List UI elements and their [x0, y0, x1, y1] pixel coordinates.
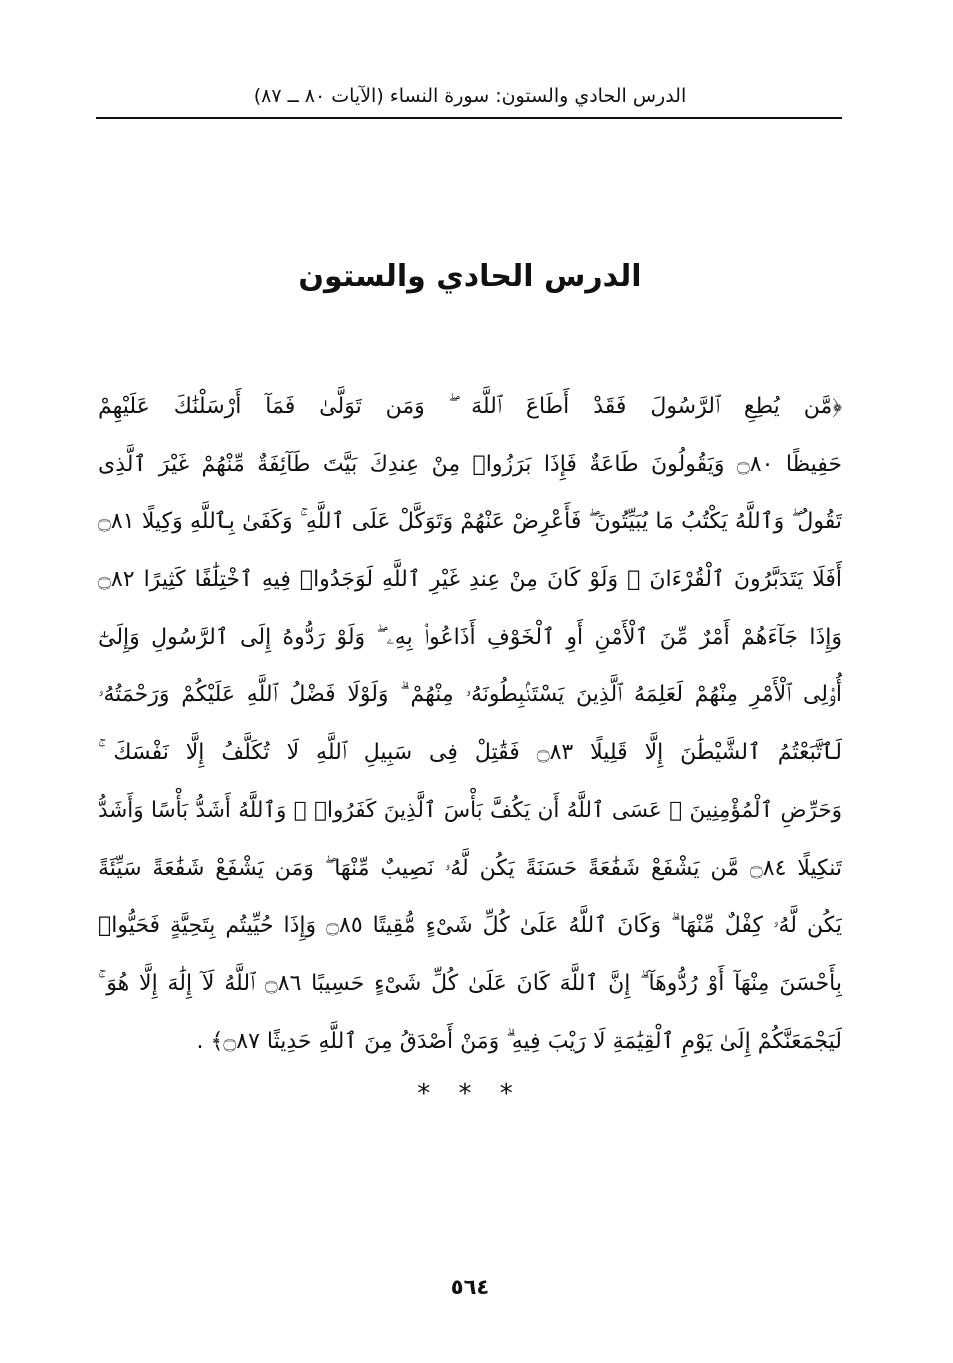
verse-line: تَنكِيلًا ۝٨٤ مَّن يَشْفَعْ شَفَٰعَةً حَسَنَةً يَكُن لَّهُۥ نَصِيبٌ مِّنْهَا ۖ وَمَن يَشْفَعْ شَفَٰعَةً سَيِّئَةً: [98, 855, 842, 881]
verse-line: لَيَجْمَعَنَّكُمْ إِلَىٰ يَوْمِ ٱلْقِيَٰمَةِ لَا رَيْبَ فِيهِ ۗ وَمَنْ أَصْدَقُ مِنَ ٱللَّهِ حَدِيثًا ۝٨٧﴾ .: [196, 1028, 842, 1054]
quran-verses-block: [98, 378, 842, 1070]
verse-line: وَإِذَا جَآءَهُمْ أَمْرٌ مِّنَ ٱلْأَمْنِ أَوِ ٱلْخَوْفِ أَذَاعُوا۟ بِهِۦ ۖ وَلَوْ رَدُّوهُ إِلَى ٱلرَّسُولِ وَإِلَىٰٓ: [98, 624, 842, 650]
verse-line: حَفِيظًا ۝٨٠ وَيَقُولُونَ طَاعَةٌ فَإِذَا بَرَزُوا۟ مِنْ عِندِكَ بَيَّتَ طَآئِفَةٌ مِّنْهُمْ غَيْرَ ٱلَّذِى: [98, 451, 842, 477]
verse-line: وَحَرِّضِ ٱلْمُؤْمِنِينَ ۖ عَسَى ٱللَّهُ أَن يَكُفَّ بَأْسَ ٱلَّذِينَ كَفَرُوا۟ ۚ وَٱللَّهُ أَشَدُّ بَأْسًا وَأَشَدُّ: [98, 797, 842, 823]
page-number: ٥٦٤: [450, 1275, 490, 1299]
verse-line: لَٱتَّبَعْتُمُ ٱلشَّيْطَٰنَ إِلَّا قَلِيلًا ۝٨٣ فَقَٰتِلْ فِى سَبِيلِ ٱللَّهِ لَا تُكَلَّفُ إِلَّا نَفْسَكَ ۚ: [98, 740, 842, 766]
section-separator: * * *: [417, 1079, 523, 1109]
running-header: الدرس الحادي والستون: سورة النساء (الآيات ٨٠ ــ ٨٧): [253, 85, 687, 107]
verse-line: يَكُن لَّهُۥ كِفْلٌ مِّنْهَا ۗ وَكَانَ ٱللَّهُ عَلَىٰ كُلِّ شَىْءٍ مُّقِيتًا ۝٨٥ وَإِذَا حُيِّيتُم بِتَحِيَّةٍ فَحَيُّوا۟: [98, 913, 842, 939]
verse-line: بِأَحْسَنَ مِنْهَآ أَوْ رُدُّوهَآ ۗ إِنَّ ٱللَّهَ كَانَ عَلَىٰ كُلِّ شَىْءٍ حَسِيبًا ۝٨٦ ٱللَّهُ لَآ إِلَٰهَ إِلَّا هُوَ ۚ: [98, 970, 842, 996]
verse-line: تَقُولُ ۖ وَٱللَّهُ يَكْتُبُ مَا يُبَيِّتُونَ ۖ فَأَعْرِضْ عَنْهُمْ وَتَوَكَّلْ عَلَى ٱللَّهِ ۚ وَكَفَىٰ بِٱللَّهِ وَكِيلًا ۝٨١: [98, 509, 842, 535]
verse-line: أُو۟لِى ٱلْأَمْرِ مِنْهُمْ لَعَلِمَهُ ٱلَّذِينَ يَسْتَنۢبِطُونَهُۥ مِنْهُمْ ۗ وَلَوْلَا فَضْلُ ٱللَّهِ عَلَيْكُمْ وَرَحْمَتُهُۥ: [98, 682, 842, 708]
lesson-title: الدرس الحادي والستون: [298, 259, 642, 294]
verse-line: أَفَلَا يَتَدَبَّرُونَ ٱلْقُرْءَانَ ۚ وَلَوْ كَانَ مِنْ عِندِ غَيْرِ ٱللَّهِ لَوَجَدُوا۟ فِيهِ ٱخْتِلَٰفًا كَثِيرًا ۝٨٢: [98, 567, 842, 593]
header-divider: [96, 117, 842, 119]
verse-line: ﴿مَّن يُطِعِ ٱلرَّسُولَ فَقَدْ أَطَاعَ ٱللَّهَ ۖ وَمَن تَوَلَّىٰ فَمَآ أَرْسَلْنَٰكَ عَلَيْهِمْ: [98, 394, 842, 419]
